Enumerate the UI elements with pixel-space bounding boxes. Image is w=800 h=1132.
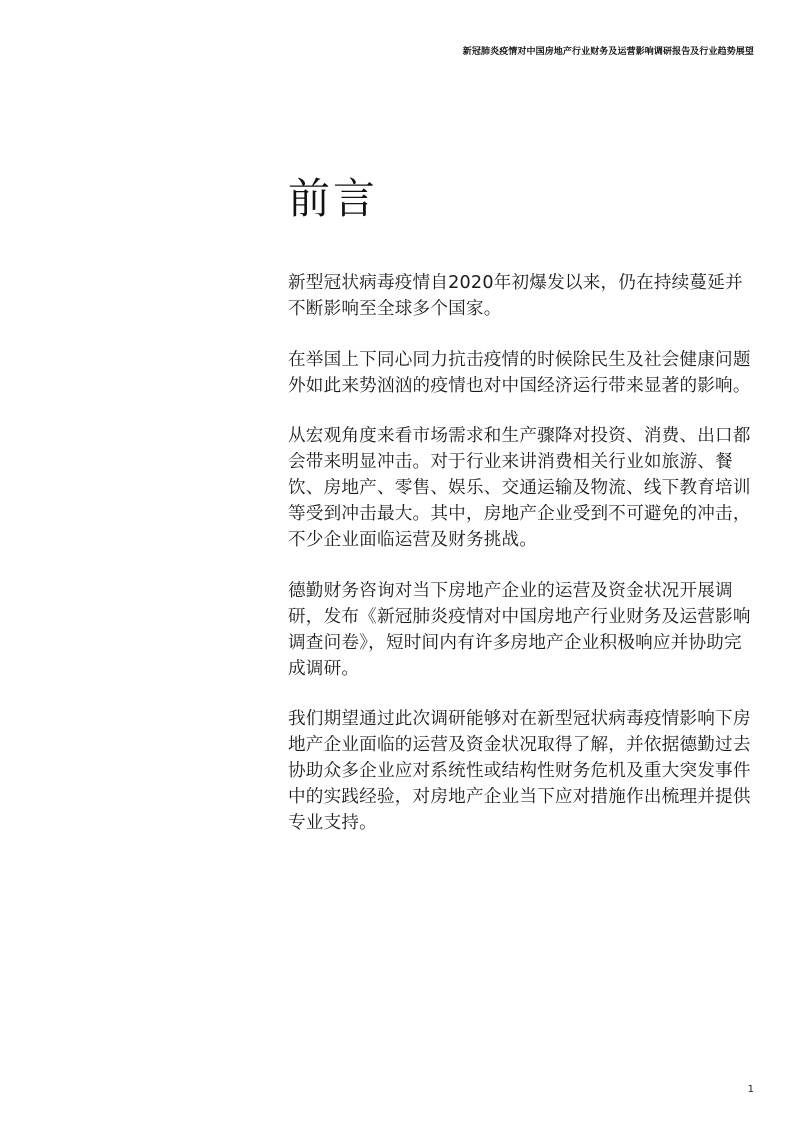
- paragraph-2: 在举国上下同心同力抗击疫情的时候除民生及社会健康问题外如此来势汹汹的疫情也对中国经济运行带来显著的影响。: [288, 349, 751, 396]
- preface-body: [288, 270, 752, 861]
- page-title: 前言: [288, 174, 379, 223]
- paragraph-4: 德勤财务咨询对当下房地产企业的运营及资金状况开展调研，发布《新冠肺炎疫情对中国房地产行业财务及运营影响调查问卷》，短时间内有许多房地产企业积极响应并协助完成调研。: [288, 580, 751, 679]
- page-number: 1: [747, 1084, 754, 1095]
- paragraph-3: 从宏观角度来看市场需求和生产骤降对投资、消费、出口都会带来明显冲击。对于行业来讲消费相关行业如旅游、餐饮、房地产、零售、娱乐、交通运输及物流、线下教育培训等受到冲击最大。其中，房地产企业受到不可避免的冲击，不少企业面临运营及财务挑战。: [288, 426, 751, 550]
- paragraph-1: 新型冠状病毒疫情自2020年初爆发以来，仍在持续蔓延并不断影响至全球多个国家。: [288, 273, 743, 319]
- paragraph-5: 我们期望通过此次调研能够对在新型冠状病毒疫情影响下房地产企业面临的运营及资金状况取得了解，并依据德勤过去协助众多企业应对系统性或结构性财务危机及重大突发事件中的实践经验，对房地产企业当下应对措施作出梳理并提供专业支持。: [288, 709, 751, 833]
- running-header-title: 新冠肺炎疫情对中国房地产行业财务及运营影响调研报告及行业趋势展望: [462, 47, 754, 57]
